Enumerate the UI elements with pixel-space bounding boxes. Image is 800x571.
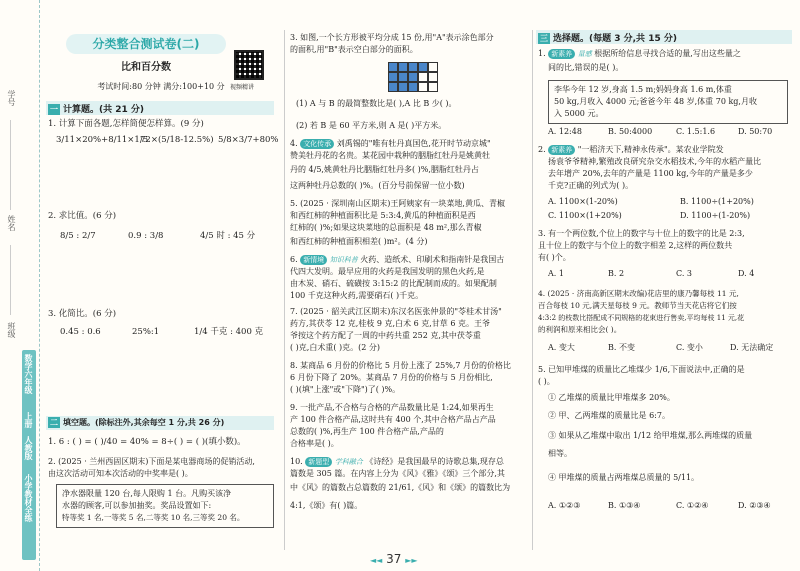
question: 千克?正确的列式为( )。	[548, 181, 634, 190]
tag: 知识科普	[329, 256, 358, 264]
question: ( )(填"上涨"或"下降")了( )%。	[290, 385, 401, 394]
left-arrow-icon: ◄◄	[370, 556, 383, 565]
question: 4:1,《颂》有( )篇。	[290, 501, 363, 510]
question: 2. 新素养 "一稻济天下,精神永传承"。某农业学院发	[538, 145, 724, 154]
option: A. 变大	[548, 343, 575, 352]
question: 赞美牡丹花的名贵。某花园中栽种的胭脂红牡丹是姚黄牡	[290, 151, 490, 160]
question: 10. 新题型 学科融合 《诗经》是我国最早的诗歌总集,现存总	[290, 457, 504, 466]
notice-line: 净水器限量 120 台,每人限购 1 台。凡购买该净	[62, 489, 232, 498]
question: 代四大发明。最早应用的火药是我国发明的黑色火药,是	[290, 267, 485, 276]
tag: 新素养	[548, 49, 575, 59]
tag: 学科融合	[334, 458, 363, 466]
section-title: 选择题。(每题 3 分,共 15 分)	[553, 34, 677, 44]
option: D. 4	[738, 269, 755, 278]
page-subtitle: 比和百分数	[121, 62, 171, 73]
promo-notice	[56, 484, 274, 528]
question: 爷按这个药方配了一周的中药共重 252 克,其中茯苓重	[290, 331, 481, 340]
label-name: 姓名	[7, 215, 16, 231]
question: 由木炭、硝石、硫磺按 3:15:2 的比配制而成的。如果配制	[290, 279, 497, 288]
expression: 1/4 千克 : 400 克	[194, 327, 264, 337]
section-3-header	[538, 31, 677, 44]
info-box	[548, 80, 788, 124]
notice-line: 水器的顾客,可以参加抽奖。奖品设置如下:	[62, 501, 212, 510]
option: A. ①②③	[548, 501, 581, 510]
question: 和西红柿的种植面积比是 5:3:4,黄瓜的种植面积是西	[290, 211, 476, 220]
section-number: 三	[540, 34, 548, 43]
right-arrow-icon: ►►	[405, 556, 418, 565]
expression: 3/11×20%+8/11×1/5	[56, 135, 149, 145]
question: 1. 新素养 量感 根据所给信息寻找合适的量,写出这些量之	[538, 49, 741, 58]
question: 百合每枝 10 元,满天星每枝 9 元。教师节当天花店将它们按	[538, 301, 737, 310]
question: 的面积,用"B"表示空白部分的面积。	[290, 45, 418, 54]
question: 9. 一批产品,不合格与合格的产品数量比是 1:24,如果再生	[290, 403, 494, 412]
section-title: 填空题。(除标注外,其余每空 1 分,共 26 分)	[63, 418, 225, 427]
question: 药方,其茯苓 12 克,桂枝 9 克,白术 6 克,甘草 6 克。王爷	[290, 319, 490, 328]
test-header	[46, 34, 274, 98]
spine-text: 数学六年级	[24, 354, 33, 394]
statement: ① 乙堆煤的质量比甲堆煤多 20%。	[548, 393, 675, 402]
spine-text: 上册	[24, 412, 33, 428]
question: 扬袁爷爷精神,繁殖改良研究杂交水稻技术,今年的水稻产量比	[548, 157, 762, 166]
question: 且十位上的数字与个位上的数字相差 2,这样的两位数共	[538, 241, 733, 250]
tag: 新素养	[548, 145, 575, 155]
question: 去年增产 20%,去年的产量是 1100 kg,今年的产量是多少	[548, 169, 753, 178]
tag: 新题型	[305, 457, 332, 467]
spine-text: 人教版	[24, 436, 33, 460]
question: 有( )个。	[538, 253, 571, 262]
expression: 25%:1	[132, 327, 160, 337]
question: 间的比,错误的是( )。	[548, 63, 624, 72]
question: 5. 已知甲堆煤的质量比乙堆煤少 1/6,下面说法中,正确的是	[538, 365, 745, 374]
question: 4. (2025 · 济南高新区期末改编)花店里的康乃馨每枝 11 元,	[538, 289, 739, 298]
question: 3. 有一个两位数,个位上的数字与十位上的数字的比是 2:3,	[538, 229, 745, 238]
statement: ④ 甲堆煤的质量占两堆煤总质量的 5/11。	[548, 473, 700, 482]
column-divider	[532, 30, 533, 550]
question: 红柿的( )%;如果这块菜地的总面积是 48 m²,那么青椒	[290, 223, 482, 232]
book-spine	[22, 350, 36, 560]
question: 3. 化简比。(6 分)	[48, 309, 117, 319]
question: 和西红柿的种植面积相差( )m²。(4 分)	[290, 237, 428, 246]
option: A. 12:48	[548, 127, 582, 136]
option: C. 变小	[676, 343, 703, 352]
page-title: 分类整合测试卷(二)	[66, 34, 226, 54]
blank-line	[10, 120, 11, 210]
option: A. 1100×(1-20%)	[548, 197, 618, 206]
tag: 文化传承	[300, 139, 334, 149]
label-class: 班级	[7, 322, 16, 338]
notice-line: 50 kg,月收入 4000 元;爸爸今年 48 岁,体重 70 kg,月收	[554, 97, 757, 106]
option: C. ①②④	[676, 501, 709, 510]
question: 产 100 件合格产品,这时共有 400 个,其中合格产品占产品	[290, 415, 496, 424]
exam-info: 考试时间:80 分钟 满分:100+10 分	[97, 82, 225, 91]
option: C. 1.5:1.6	[676, 127, 716, 136]
question: 总数的( )%,再生产 100 件合格产品,产品的	[290, 427, 444, 436]
question: 7. (2025 · 韶关武江区期末)东汉名医张仲景的"苓桂术甘汤"	[290, 307, 502, 316]
question: 中《风》的篇数占总篇数的 21/61,《风》和《颂》的篇数比为	[290, 483, 511, 492]
notice-line: 特等奖 1 名,一等奖 5 名,二等奖 10 名,三等奖 20 名。	[62, 513, 245, 522]
section-2-header	[48, 417, 224, 428]
tag: 量感	[577, 50, 592, 58]
option: D. 50:70	[738, 127, 773, 136]
question: 6. 新情境 知识科普 火药、造纸术、印刷术和指南针是我国古	[290, 255, 505, 264]
tag: 新情境	[300, 255, 327, 265]
sub-question: (1) A 与 B 的最简整数比是( ),A 比 B 少( )。	[296, 99, 457, 108]
question: 8. 某商品 6 月份的价格比 5 月份上涨了 25%,7 月份的价格比	[290, 361, 512, 370]
qr-label: 视频精讲	[230, 84, 255, 91]
option: A. 1	[548, 269, 564, 278]
question: 2. (2025 · 兰州西固区期末)下面是某电器商场的促销活动,	[48, 457, 255, 466]
option: B. ①③④	[608, 501, 641, 510]
blank-line	[10, 245, 11, 315]
question: 4:3:2 的枝数比搭配成不同规格的花束进行售卖,平均每枝 11 元,花	[538, 314, 745, 322]
question: 由这次活动可知本次活动的中奖率是( )。	[48, 469, 193, 478]
question: 5. (2025 · 深圳南山区期末)王阿姨家有一块菜地,黄瓜、青椒	[290, 199, 505, 208]
expression: 4/5 时 : 45 分	[200, 231, 256, 241]
option: B. 1100÷(1+20%)	[680, 197, 754, 206]
option: D. ②③④	[738, 501, 771, 510]
question: 的利润和原来相比会( )。	[538, 325, 622, 334]
question: 6 月份下降了 20%。某商品 7 月份的价格与 5 月份相比,	[290, 373, 493, 382]
question: 合格率是( )。	[290, 439, 339, 448]
notice-line: 入 5000 元。	[554, 109, 604, 118]
expression: 0.9 : 3/8	[128, 231, 164, 241]
option: B. 2	[608, 269, 625, 278]
question: 篇数是 305 篇。在内容上分为《风》《雅》《颂》三个部分,其	[290, 469, 505, 478]
expression: 0.45 : 0.6	[60, 327, 101, 337]
question: ( )克,白术重( )克。(2 分)	[290, 343, 380, 352]
option: D. 1100÷(1-20%)	[680, 211, 751, 220]
question: 1. 6 : ( ) = ( )/40 = 40% = 8÷( ) = ( )(填小数)。	[48, 437, 246, 447]
option: B. 不变	[608, 343, 635, 352]
statement: ② 甲、乙两堆煤的质量比是 6:7。	[548, 411, 670, 420]
section-title: 计算题。(共 21 分)	[63, 105, 145, 115]
question: 2. 求比值。(6 分)	[48, 211, 117, 221]
page-footer	[370, 552, 418, 566]
question: 1. 计算下面各题,怎样简便怎样算。(9 分)	[48, 119, 204, 129]
statement: 相等。	[548, 449, 572, 458]
option: B. 50:4000	[608, 127, 653, 136]
statement: ③ 如果从乙堆煤中取出 1/12 给甲堆煤,那么两堆煤的质量	[548, 431, 753, 440]
section-number: 一	[50, 105, 58, 114]
column-divider	[284, 30, 285, 550]
qr-code-icon[interactable]	[234, 50, 264, 80]
notice-line: 李华今年 12 岁,身高 1.5 m;妈妈身高 1.6 m,体重	[554, 85, 732, 94]
expression: 5/8×3/7+80%	[218, 135, 279, 145]
expression: 72×(5/18-12.5%)	[140, 135, 214, 145]
question: 4. 文化传承 刘禹锡的"唯有牡丹真国色,花开时节动京城"	[290, 139, 491, 148]
option: C. 1100×(1+20%)	[548, 211, 622, 220]
question: ( )。	[538, 377, 555, 386]
expression: 8/5 : 2/7	[60, 231, 96, 241]
label-student-id: 学号	[7, 90, 16, 106]
section-number: 二	[50, 418, 58, 427]
option: D. 无法确定	[730, 343, 774, 352]
page-number: 37	[386, 552, 402, 566]
sub-question: (2) 若 B 是 60 平方米,则 A 是( )平方米。	[296, 121, 447, 130]
shaded-rectangle-grid	[388, 62, 438, 92]
question: 3. 如图,一个长方形被平均分成 15 份,用"A"表示涂色部分	[290, 33, 494, 42]
option: C. 3	[676, 269, 693, 278]
binding-strip	[0, 0, 40, 571]
question: 这两种牡丹总数的( )%。(百分号前保留一位小数)	[290, 181, 465, 190]
spine-text: 小学教材全练	[24, 474, 33, 522]
section-1-header	[48, 102, 144, 115]
question: 100 千克这种火药,需要硝石( )千克。	[290, 291, 424, 300]
question: 丹的 4/5,姚黄牡丹比胭脂红牡丹多( )%,胭脂红牡丹占	[290, 165, 479, 174]
